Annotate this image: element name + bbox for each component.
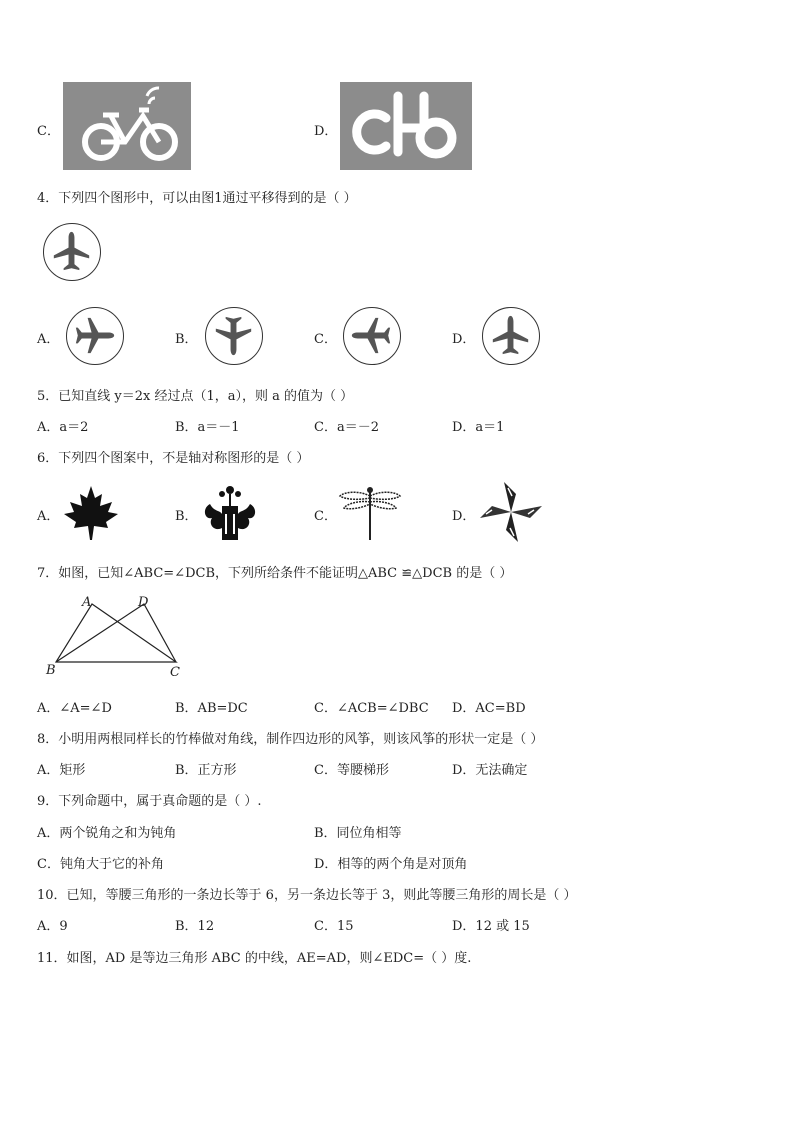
q7-option-d: D．AC=BD — [452, 701, 526, 716]
q5-option-b: B．a＝－1 — [175, 420, 240, 435]
airplane-icon — [205, 307, 263, 365]
q9-option-a: A．两个锐角之和为钝角 — [37, 826, 177, 841]
q8-option-a: A．矩形 — [37, 763, 86, 778]
q7-option-a: A．∠A=∠D — [37, 701, 112, 716]
airplane-icon — [66, 307, 124, 365]
q5-option-a: A．a＝2 — [37, 420, 89, 435]
point-b-label: B — [46, 663, 56, 678]
q6-option-a-label: A． — [37, 509, 60, 524]
point-c-label: C — [170, 665, 180, 680]
airplane-icon — [43, 223, 101, 281]
q5-stem: 5．已知直线 y＝2x 经过点（1，a），则 a 的值为（ ） — [37, 389, 354, 404]
flower-ornament-icon — [200, 484, 260, 542]
q10-option-c: C．15 — [314, 919, 354, 934]
maple-leaf-icon — [62, 484, 120, 542]
bike-logo-icon — [340, 82, 472, 170]
q4-option-c-label: C． — [314, 332, 337, 347]
q4-option-b-label: B． — [175, 332, 198, 347]
q3-option-c-label: C． — [37, 124, 60, 139]
q8-option-c: C．等腰梯形 — [314, 763, 389, 778]
dragonfly-icon — [338, 484, 402, 542]
q10-option-b: B．12 — [175, 919, 215, 934]
pinwheel-icon — [478, 480, 544, 544]
q4-option-d-label: D． — [452, 332, 476, 347]
q4-stem: 4．下列四个图形中，可以由图1通过平移得到的是（ ） — [37, 191, 357, 206]
q10-option-d: D．12 或 15 — [452, 919, 530, 934]
q11-stem: 11．如图，AD 是等边三角形 ABC 的中线，AE=AD，则∠EDC=（ ）度. — [37, 951, 472, 966]
q4-option-a-label: A． — [37, 332, 60, 347]
q10-option-a: A．9 — [37, 919, 68, 934]
q9-stem: 9．下列命题中，属于真命题的是（ ）. — [37, 794, 262, 809]
q8-option-b: B．正方形 — [175, 763, 237, 778]
q10-stem: 10．已知，等腰三角形的一条边长等于 6，另一条边长等于 3，则此等腰三角形的周长是（ ） — [37, 888, 577, 903]
q9-option-c: C．钝角大于它的补角 — [37, 857, 164, 872]
q5-option-c: C．a＝－2 — [314, 420, 379, 435]
q7-option-b: B．AB=DC — [175, 701, 248, 716]
airplane-icon — [482, 307, 540, 365]
q3-option-d-label: D． — [314, 124, 338, 139]
point-a-label: A — [82, 595, 92, 610]
q6-option-d-label: D． — [452, 509, 476, 524]
q9-option-d: D．相等的两个角是对顶角 — [314, 857, 468, 872]
q6-option-b-label: B． — [175, 509, 198, 524]
airplane-icon — [343, 307, 401, 365]
bicycle-icon — [63, 82, 191, 170]
q8-stem: 8．小明用两根同样长的竹棒做对角线，制作四边形的风筝，则该风筝的形状一定是（ ） — [37, 732, 544, 747]
q9-option-b: B．同位角相等 — [314, 826, 402, 841]
q6-stem: 6．下列四个图案中，不是轴对称图形的是（ ） — [37, 451, 310, 466]
triangle-diagram — [40, 590, 190, 682]
q7-stem: 7．如图，已知∠ABC=∠DCB，下列所给条件不能证明△ABC ≌△DCB 的是（ ） — [37, 566, 513, 581]
q6-option-c-label: C． — [314, 509, 337, 524]
point-d-label: D — [138, 595, 149, 610]
q7-option-c: C．∠ACB=∠DBC — [314, 701, 429, 716]
q5-option-d: D．a＝1 — [452, 420, 505, 435]
q8-option-d: D．无法确定 — [452, 763, 528, 778]
